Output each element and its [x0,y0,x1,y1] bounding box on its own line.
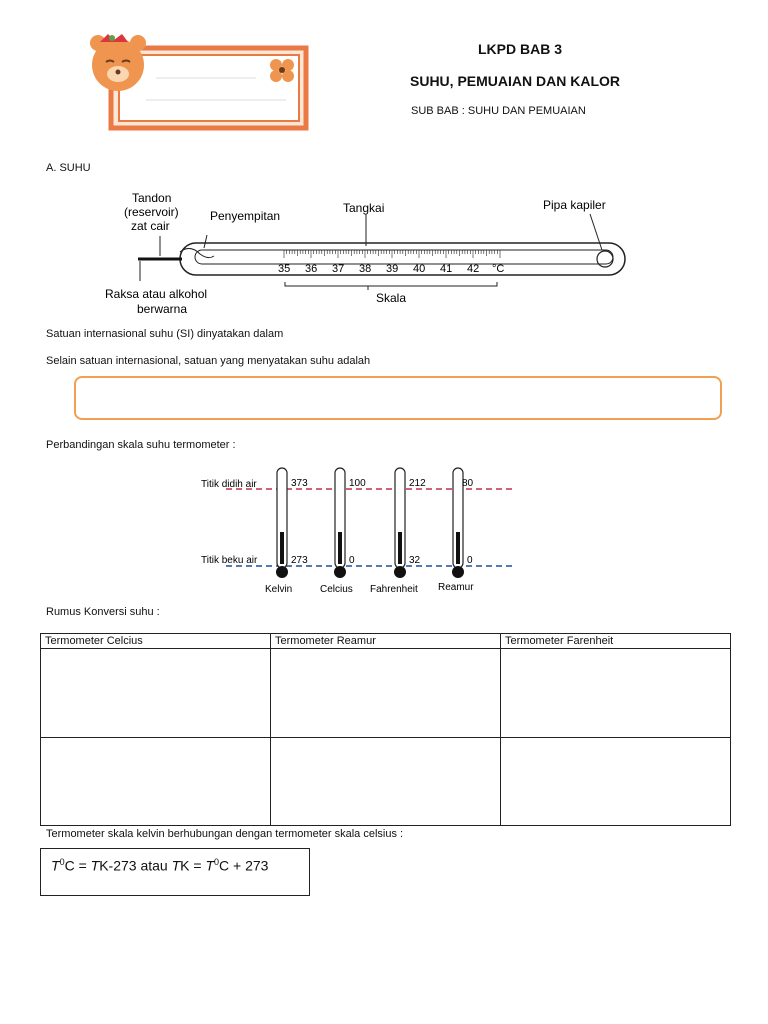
scale-name: Reamur [438,582,474,593]
scale-number: 41 [440,263,453,275]
scale-number: 38 [359,263,372,275]
question-conversion: Rumus Konversi suhu : [46,606,160,618]
question-si-unit: Satuan internasional suhu (SI) dinyatakan dalam [46,328,284,340]
page-subtitle: SUHU, PEMUAIAN DAN KALOR [410,73,620,89]
scale-name: Kelvin [265,584,293,594]
thermometer-reamur [438,468,474,593]
scale-number: 40 [413,263,426,275]
label-tandon: Tandon [132,191,172,205]
boil-value: 212 [409,478,426,489]
scale-comparison-figure [196,462,526,594]
label-tangkai: Tangkai [343,201,385,215]
label-penyempitan: Penyempitan [210,209,281,223]
freeze-value: 0 [349,555,355,566]
scale-name: Fahrenheit [370,584,418,594]
thermometer-celcius [320,468,366,594]
scale-name: Celcius [320,584,353,594]
thermometer-fahrenheit [370,468,426,594]
table-cell[interactable] [41,738,271,826]
sub-chapter: SUB BAB : SUHU DAN PEMUAIAN [411,105,586,117]
header-farenheit: Termometer Farenheit [501,634,731,649]
name-card-logo [86,30,311,132]
boiling-label: Titik didih air [201,479,257,490]
thermometer-diagram [100,186,640,322]
table-cell[interactable] [41,649,271,738]
conversion-table [40,633,731,826]
boil-value: 80 [462,478,474,489]
freezing-label: Titik beku air [201,555,258,566]
header-reamur: Termometer Reamur [271,634,501,649]
scale-number: 35 [278,263,291,275]
label-pipa-kapiler: Pipa kapiler [543,198,606,212]
answer-box[interactable] [74,376,722,420]
freeze-value: 273 [291,555,308,566]
freeze-value: 0 [467,555,473,566]
table-cell[interactable] [501,649,731,738]
kelvin-formula: $T^0C = TK-273$ atau TK = $T^0C + 273$ [51,857,269,874]
table-cell[interactable] [271,738,501,826]
scale-number: 42 [467,263,480,275]
thermometer-kelvin [265,468,308,594]
boil-value: 100 [349,478,366,489]
label-zat-cair: zat cair [131,219,170,233]
kelvin-formula-box [40,848,310,896]
question-comparison: Perbandingan skala suhu termometer : [46,439,236,451]
freeze-value: 32 [409,555,421,566]
page-title: LKPD BAB 3 [478,41,563,57]
label-skala: Skala [376,291,407,305]
label-berwarna: berwarna [137,302,188,316]
scale-number: 36 [305,263,318,275]
label-reservoir: (reservoir) [124,205,179,219]
label-raksa: Raksa atau alkohol [105,287,208,301]
scale-number: 37 [332,263,345,275]
scale-unit: °C [492,263,505,275]
section-heading: A. SUHU [46,162,91,174]
question-other-units: Selain satuan internasional, satuan yang menyatakan suhu adalah [46,355,371,367]
table-cell[interactable] [271,649,501,738]
question-kelvin-relation: Termometer skala kelvin berhubungan dengan termometer skala celsius : [46,828,404,840]
scale-number: 39 [386,263,399,275]
header-celcius: Termometer Celcius [41,634,271,649]
boil-value: 373 [291,478,308,489]
table-cell[interactable] [501,738,731,826]
